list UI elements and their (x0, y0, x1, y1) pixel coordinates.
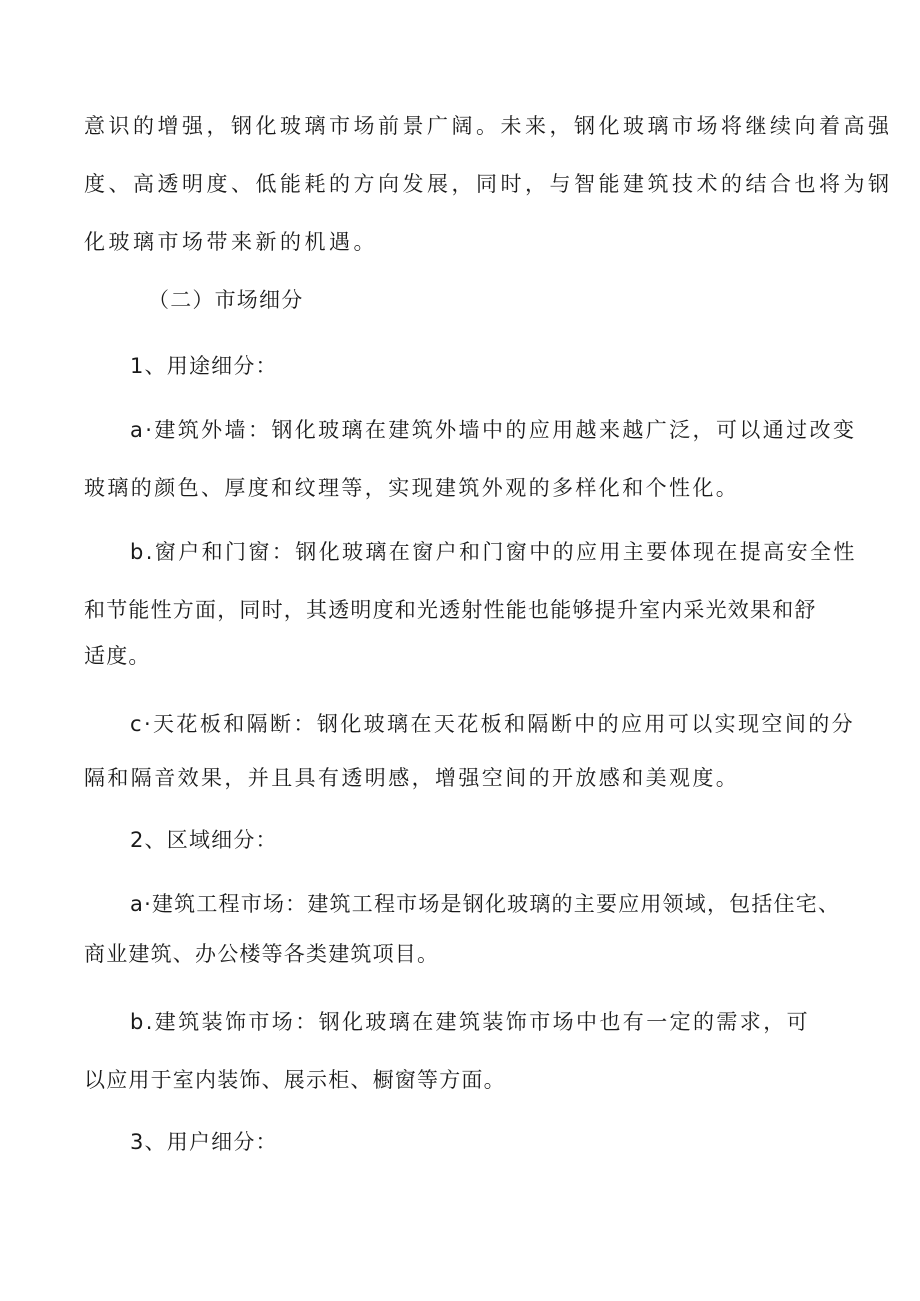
subheading-region: 2、区域细分： (130, 828, 278, 852)
paragraph-line: 和节能性方面，同时，其透明度和光透射性能也能够提升室内采光效果和舒 (84, 598, 817, 622)
paragraph-line: 适度。 (84, 644, 151, 668)
paragraph-line: 商业建筑、办公楼等各类建筑项目。 (84, 942, 440, 966)
paragraph-line: c·天花板和隔断：钢化玻璃在天花板和隔断中的应用可以实现空间的分 (130, 712, 856, 736)
paragraph-line: 意识的增强，钢化玻璃市场前景广阔。未来，钢化玻璃市场将继续向着高强 (84, 114, 893, 138)
paragraph-line: 玻璃的颜色、厚度和纹理等，实现建筑外观的多样化和个性化。 (84, 476, 740, 500)
paragraph-line: 化玻璃市场带来新的机遇。 (84, 230, 378, 254)
paragraph-line: b.窗户和门窗：钢化玻璃在窗户和门窗中的应用主要体现在提高安全性 (130, 540, 857, 564)
paragraph-line: 以应用于室内装饰、展示柜、橱窗等方面。 (84, 1068, 506, 1092)
subheading-user: 3、用户细分： (130, 1130, 278, 1154)
paragraph-line: b.建筑装饰市场：钢化玻璃在建筑装饰市场中也有一定的需求，可 (130, 1010, 811, 1034)
subheading-usage: 1、用途细分： (130, 354, 278, 378)
paragraph-line: a·建筑工程市场：建筑工程市场是钢化玻璃的主要应用领域，包括住宅、 (130, 892, 841, 916)
section-heading: （二）市场细分 (148, 288, 304, 312)
paragraph-line: a·建筑外墙：钢化玻璃在建筑外墙中的应用越来越广泛，可以通过改变 (130, 418, 857, 442)
paragraph-line: 隔和隔音效果，并且具有透明感，增强空间的开放感和美观度。 (84, 766, 740, 790)
paragraph-line: 度、高透明度、低能耗的方向发展，同时，与智能建筑技术的结合也将为钢 (84, 172, 893, 196)
